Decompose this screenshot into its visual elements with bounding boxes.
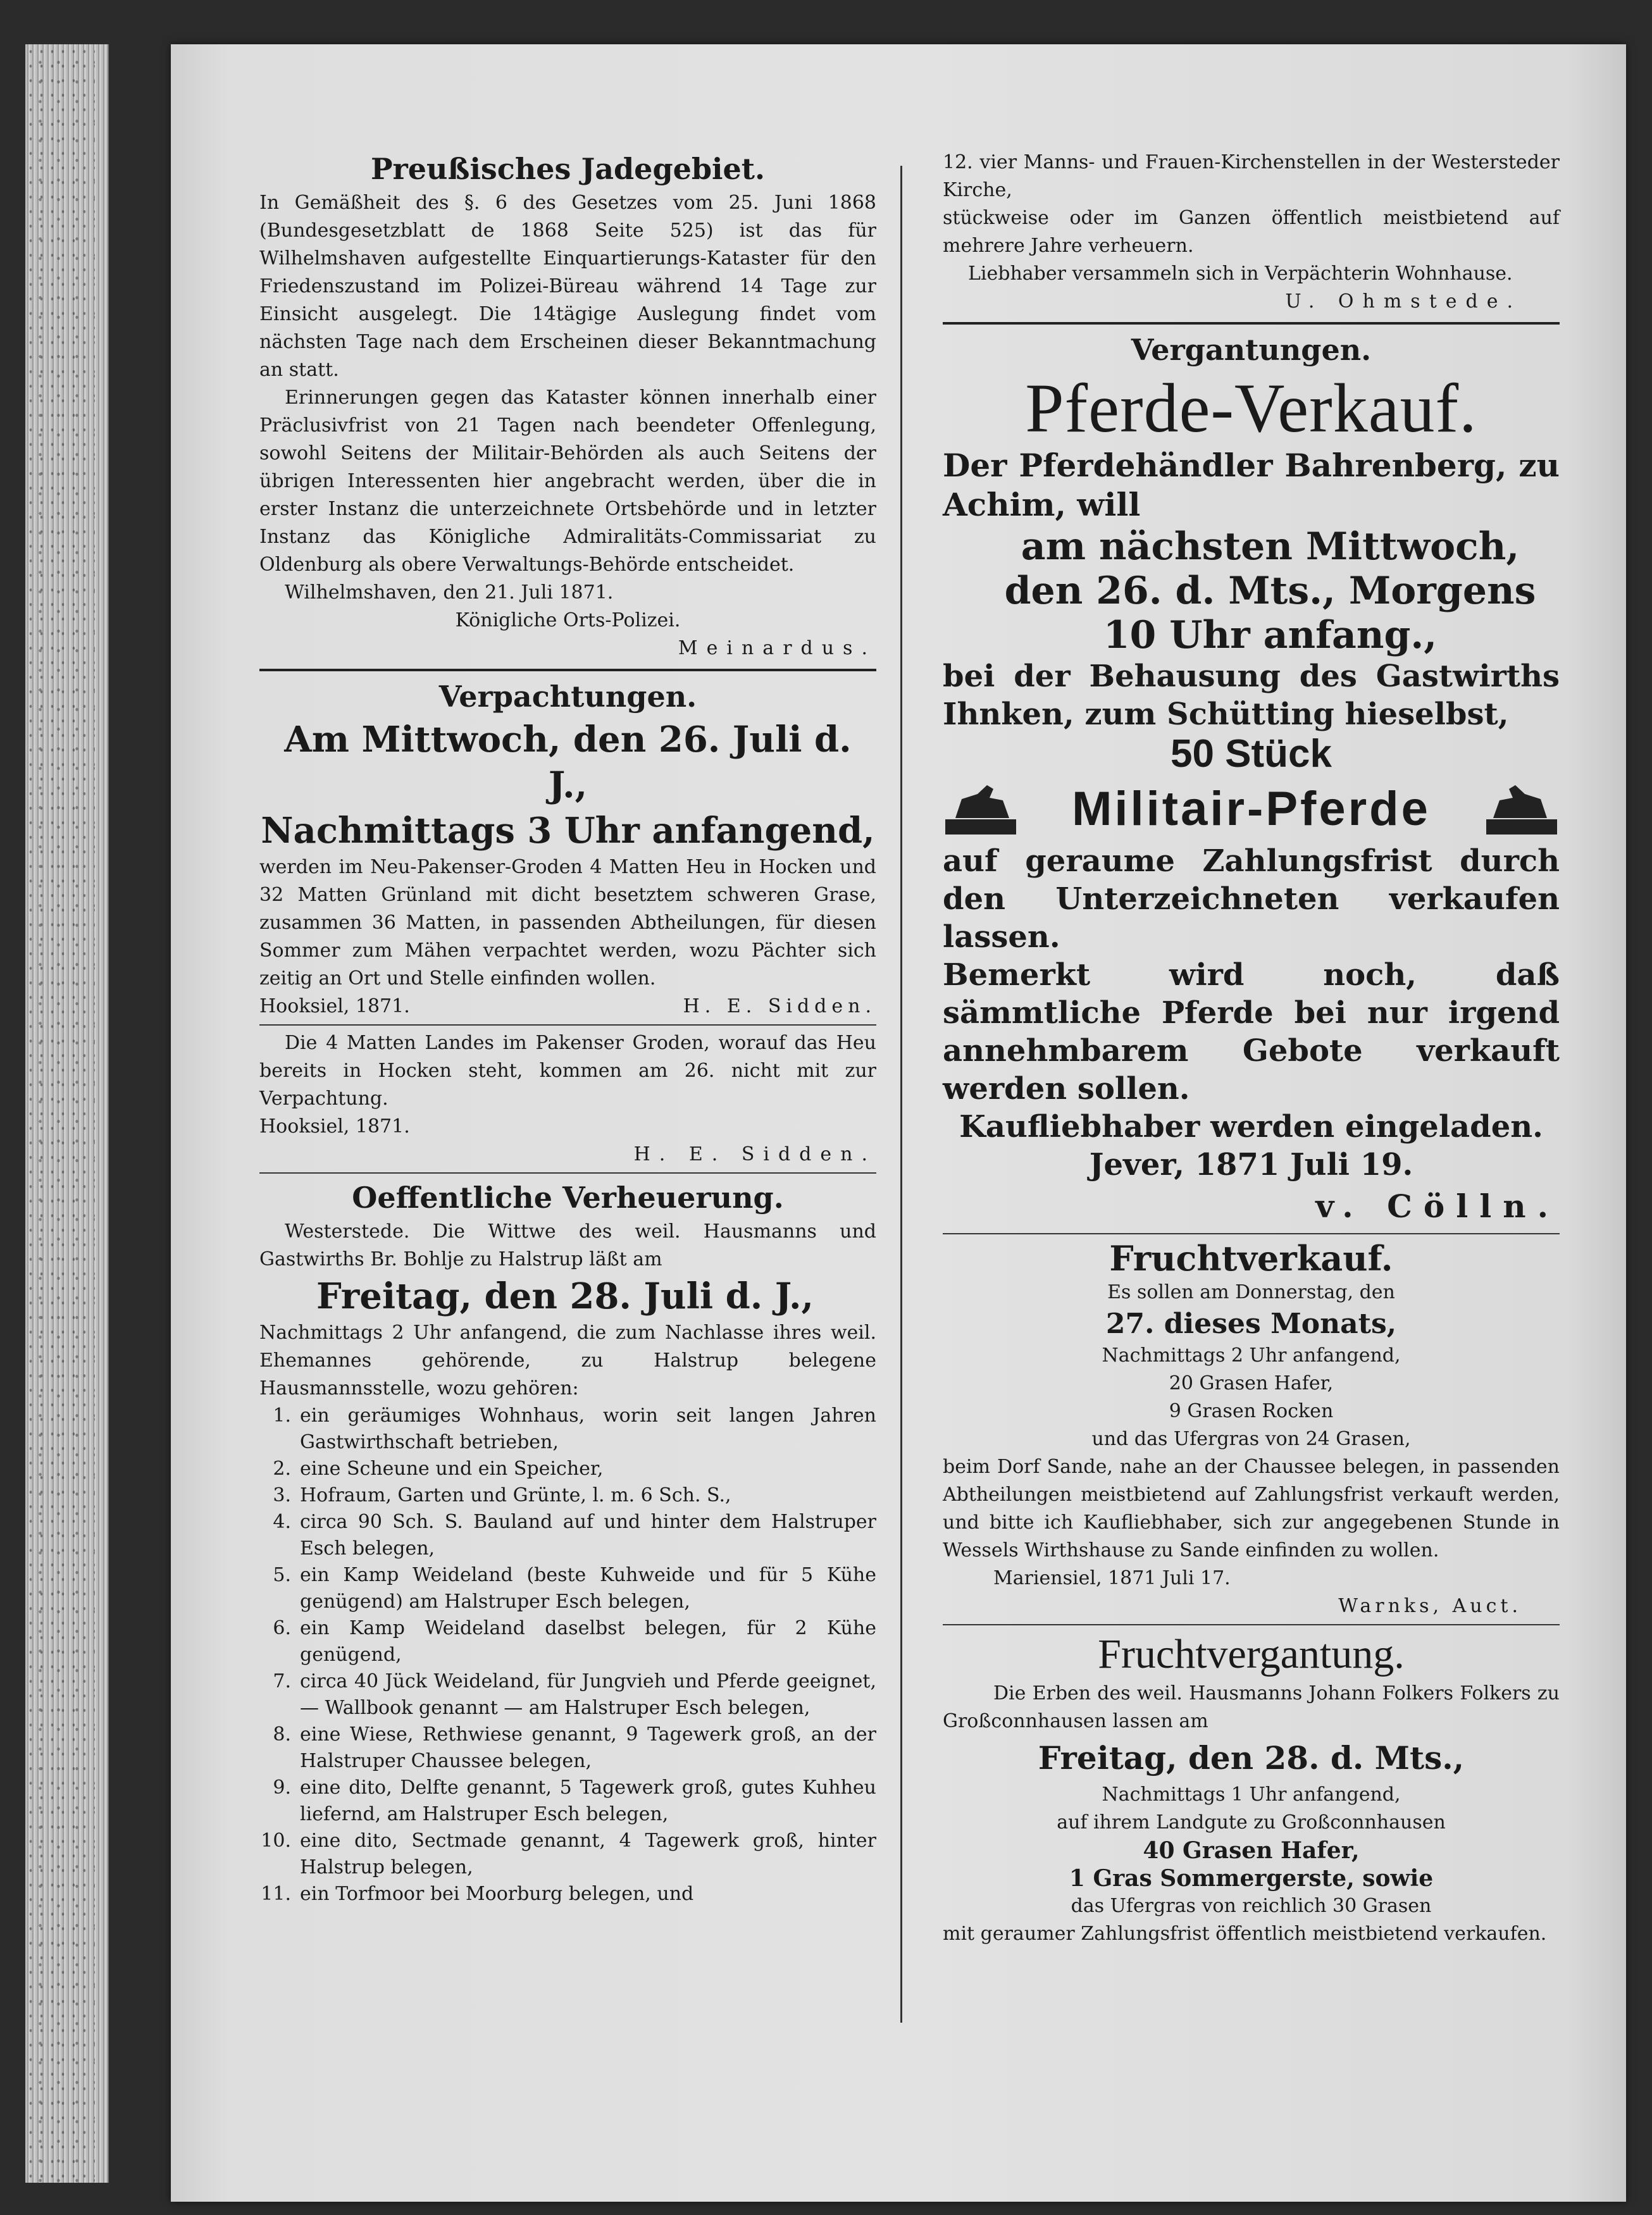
notice-jadegebiet xyxy=(259,149,876,662)
place: Hooksiel, 1871. xyxy=(259,1115,410,1138)
signature: H. E. Sidden. xyxy=(683,995,876,1017)
military-horses-banner xyxy=(943,780,1560,837)
text-line: 1 Gras Sommergerste, sowie xyxy=(1069,1865,1434,1892)
notice-title: Fruchtvergantung. xyxy=(1098,1631,1405,1677)
headline: Kaufliebhaber werden eingeladen. xyxy=(959,1109,1543,1145)
notice-fruchtvergantung xyxy=(943,1629,1560,1948)
headline: 27. dieses Monats, xyxy=(1105,1308,1397,1340)
place-date: Jever, 1871 Juli 19. xyxy=(1089,1147,1413,1182)
text-line: auf ihrem Landgute zu Großconnhausen xyxy=(1057,1811,1446,1833)
headline: Bemerkt wird noch, daß sämmtliche Pferde bei nur irgend annehmbarem Gebote verkauft werden sollen. xyxy=(943,957,1560,1107)
headline: Am Mittwoch, den 26. Juli d. J., xyxy=(284,719,852,806)
notice-body: stückweise oder im Ganzen öffentlich meistbietend auf mehrere Jahre verheuern. xyxy=(943,207,1560,257)
text-line: Es sollen am Donnerstag, den xyxy=(1107,1281,1395,1303)
section-rule xyxy=(943,322,1560,325)
count: 50 Stück xyxy=(1170,732,1332,776)
section-rule xyxy=(943,1624,1560,1625)
signature: Meinardus. xyxy=(678,637,876,659)
signature: H. E. Sidden. xyxy=(633,1143,876,1165)
notice-fruchtverkauf xyxy=(943,1238,1560,1620)
text-line: 40 Grasen Hafer, xyxy=(1143,1837,1360,1864)
text-line: und das Ufergras von 24 Grasen, xyxy=(1091,1428,1411,1450)
notice-title: Pferde-Verkauf. xyxy=(1025,369,1477,447)
notice-body: mit geraumer Zahlungsfrist öffentlich meistbietend verkaufen. xyxy=(943,1923,1547,1945)
horse-icon xyxy=(1484,780,1560,837)
notice-verheuerung xyxy=(259,1177,876,1908)
notice-title: Preußisches Jadegebiet. xyxy=(370,152,766,186)
section-heading: Verpachtungen. xyxy=(438,679,697,714)
notice-verpachtung xyxy=(259,676,876,1021)
notice-body: Die 4 Matten Landes im Pakenser Groden, worauf das Heu bereits in Hocken steht, kommen am 26. nicht mit zur Verpachtung. xyxy=(259,1032,876,1110)
signature-line xyxy=(259,993,876,1021)
military-horses-label: Militair-Pferde xyxy=(1072,781,1431,836)
list-item: 3. Hofraum, Garten und Grünte, l. m. 6 Sch. S., xyxy=(273,1484,731,1506)
notice-body-2: Liebhaber versammeln sich in Verpächterin Wohnhause. xyxy=(968,263,1513,285)
list-item: 2. eine Scheune und ein Speicher, xyxy=(273,1458,604,1480)
place: Hooksiel, 1871. xyxy=(259,995,410,1017)
notice-intro: Die Erben des weil. Hausmanns Johann Folkers Folkers zu Großconnhausen lassen am xyxy=(943,1682,1560,1732)
signature: U. Ohmstede. xyxy=(1285,290,1522,313)
notice-body-2: Erinnerungen gegen das Kataster können innerhalb einer Präclusivfrist von 21 Tagen nach beendeter Offenlegung, sowohl Seitens der Militair-Behörden als auch Seitens der übrigen Interessenten hier angebracht werden, über die in erster Instanz die unterzeichnete Ortsbehörde und in letzter Instanz das Königliche Admiralitäts-Commissariat zu Oldenburg als obere Verwaltungs-Behörde entscheidet. xyxy=(259,387,876,576)
section-rule xyxy=(259,669,876,671)
headline: am nächsten Mittwoch, den 26. d. Mts., Morgens 10 Uhr anfang., xyxy=(1004,524,1536,657)
text-line: Nachmittags 2 Uhr anfangend, xyxy=(1102,1344,1401,1367)
headline: auf geraume Zahlungsfrist durch den Unterzeichneten verkaufen lassen. xyxy=(943,843,1560,955)
headline: Freitag, den 28. Juli d. J., xyxy=(316,1275,814,1317)
list-item: 9. eine dito, Delfte genannt, 5 Tagewerk groß, gutes Kuhheu liefernd, am Halstruper Esch belegen, xyxy=(273,1777,876,1825)
notice-continued xyxy=(943,149,1560,316)
notice-pakenser xyxy=(259,1029,876,1169)
list-item: 7. circa 40 Jück Weideland, für Jungvieh und Pferde geeignet, — Wallbook genannt — am Halstruper Esch belegen, xyxy=(273,1670,876,1719)
section-rule xyxy=(259,1172,876,1174)
headline: Der Pferdehändler Bahrenberg, zu Achim, will xyxy=(943,447,1560,523)
signature: Warnks, Auct. xyxy=(1338,1595,1522,1617)
notice-intro: Westerstede. Die Wittwe des weil. Hausmanns und Gastwirths Br. Bohlje zu Halstrup läßt am xyxy=(259,1220,876,1270)
place-date: Wilhelmshaven, den 21. Juli 1871. xyxy=(285,581,614,604)
property-list xyxy=(259,1403,876,1908)
right-column xyxy=(943,149,1560,1948)
headline: bei der Behausung des Gastwirths Ihnken, zum Schütting hieselbst, xyxy=(943,659,1560,732)
list-item: 10. eine dito, Sectmade genannt, 4 Tagewerk groß, hinter Halstrup belegen, xyxy=(261,1830,876,1878)
column-divider xyxy=(900,166,902,2023)
headline: Freitag, den 28. d. Mts., xyxy=(1038,1739,1465,1777)
headline: Nachmittags 3 Uhr anfangend, xyxy=(261,810,875,852)
section-rule xyxy=(943,1233,1560,1234)
notice-title: Fruchtverkauf. xyxy=(1109,1238,1393,1279)
section-rule xyxy=(259,1024,876,1026)
signature: v. Cölln. xyxy=(1315,1188,1560,1225)
book-edge-speckle xyxy=(25,44,95,2183)
list-item-12: 12. vier Manns- und Frauen-Kirchenstellen in der Westersteder Kirche, xyxy=(943,151,1560,201)
notice-pferde-verkauf xyxy=(943,330,1560,1229)
list-item: 1. ein geräumiges Wohnhaus, worin seit langen Jahren Gastwirthschaft betrieben, xyxy=(273,1405,876,1453)
notice-body: Nachmittags 2 Uhr anfangend, die zum Nachlasse ihres weil. Ehemannes gehörende, zu Halstrup belegene Hausmannsstelle, wozu gehören: xyxy=(259,1322,876,1399)
authority: Königliche Orts-Polizei. xyxy=(455,609,681,631)
notice-body: beim Dorf Sande, nahe an der Chaussee belegen, in passenden Abtheilungen meistbietend auf Zahlungsfrist verkauft werden, und bitte ich Kaufliebhaber, sich zur angegebenen Stunde in Wessels Wirthshause zu Sande einfinden zu wollen. xyxy=(943,1456,1560,1561)
text-line: 9 Grasen Rocken xyxy=(1169,1400,1334,1422)
notice-body: werden im Neu-Pakenser-Groden 4 Matten Heu in Hocken und 32 Matten Grünland mit dicht besetztem schweren Grase, zusammen 36 Matten, in passenden Abtheilungen, für diesen Sommer zum Mähen verpachtet werden, wozu Pächter sich zeitig an Ort und Stelle einfinden wollen. xyxy=(259,856,876,990)
horse-icon xyxy=(943,780,1019,837)
text-line: Nachmittags 1 Uhr anfangend, xyxy=(1102,1784,1401,1806)
text-line: das Ufergras von reichlich 30 Grasen xyxy=(1071,1895,1432,1917)
list-item: 5. ein Kamp Weideland (beste Kuhweide und für 5 Kühe genügend) am Halstruper Esch belegen, xyxy=(273,1564,876,1613)
notice-body: In Gemäßheit des §. 6 des Gesetzes vom 25. Juni 1868 (Bundesgesetzblatt de 1868 Seite 525) ist das für Wilhelmshaven aufgestellte Einquartierungs-Kataster für den Friedenszustand im Polizei-Büreau während 14 Tage zur Einsicht ausgelegt. Die 14tägige Auslegung findet vom nächsten Tage nach dem Erscheinen dieser Bekanntmachung an statt. xyxy=(259,192,876,381)
list-item: 6. ein Kamp Weideland daselbst belegen, für 2 Kühe genügend, xyxy=(273,1617,876,1666)
list-item: 4. circa 90 Sch. S. Bauland auf und hinter dem Halstruper Esch belegen, xyxy=(273,1511,876,1560)
place-date: Mariensiel, 1871 Juli 17. xyxy=(993,1567,1231,1589)
left-column xyxy=(259,149,876,1908)
notice-title: Oeffentliche Verheuerung. xyxy=(352,1181,784,1215)
list-item: 8. eine Wiese, Rethwiese genannt, 9 Tagewerk groß, an der Halstruper Chaussee belegen, xyxy=(273,1723,876,1772)
text-line: 20 Grasen Hafer, xyxy=(1169,1372,1334,1394)
section-heading: Vergantungen. xyxy=(1131,333,1372,367)
list-item: 11. ein Torfmoor bei Moorburg belegen, und xyxy=(261,1883,694,1905)
